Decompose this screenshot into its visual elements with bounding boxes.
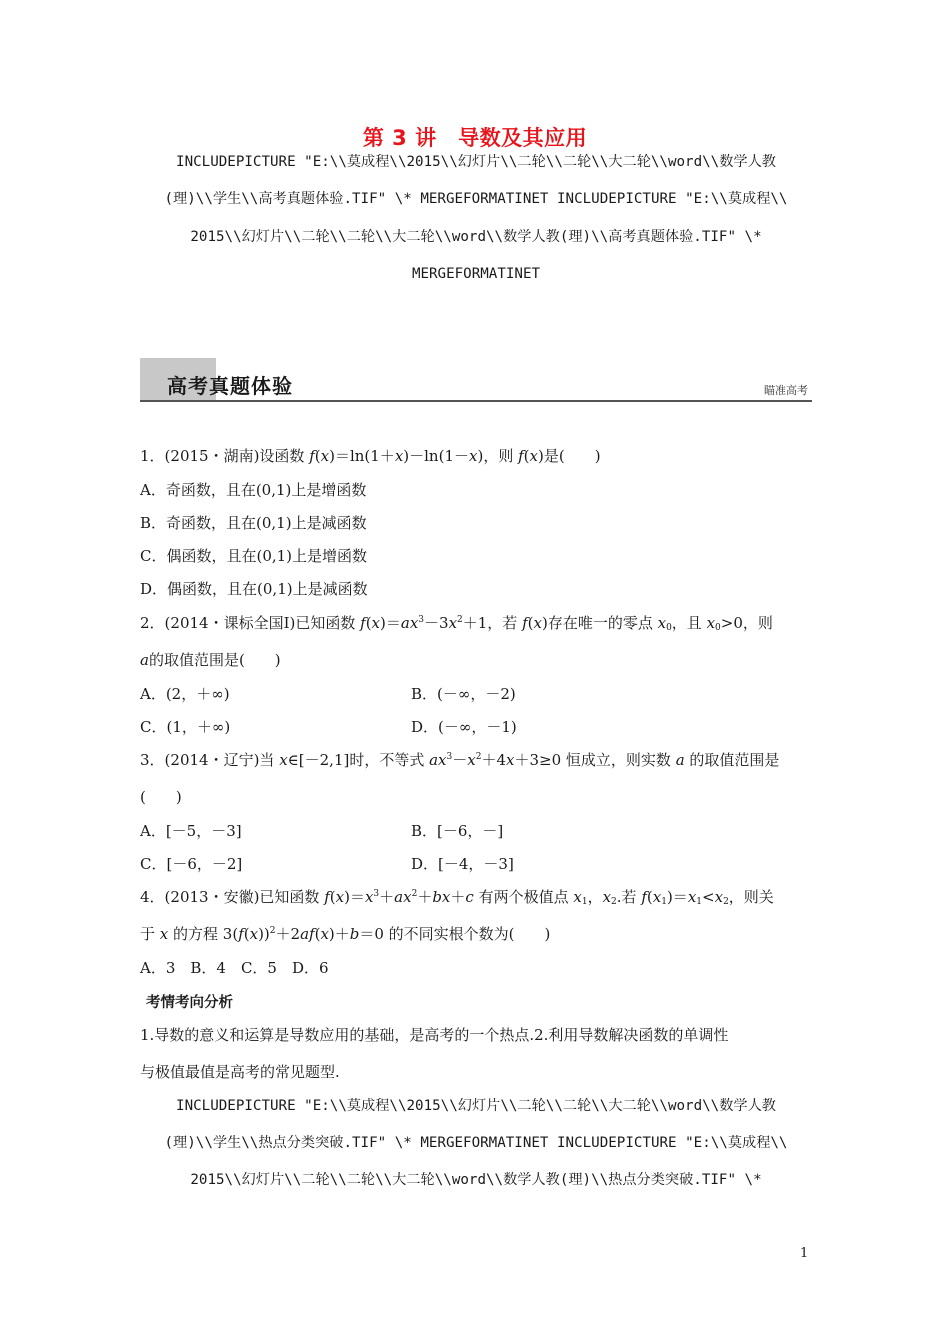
- question-2-line-2: a的取值范围是( ): [140, 651, 281, 669]
- q2-option-d: D．(－∞，－1): [411, 718, 517, 736]
- analysis-heading: 考情考向分析: [146, 995, 233, 1011]
- q1-option-c: C．偶函数，且在(0,1)上是增函数: [140, 547, 368, 565]
- page-title: 第 3 讲 导数及其应用: [362, 126, 588, 150]
- question-3-line-2: ( ): [140, 788, 182, 806]
- section-divider: [140, 400, 812, 402]
- question-4: 4．(2013・安徽)已知函数 $f(x)=x^3+ax^2+bx+c$ 有两个极值点 $x_1$，$x_2$.若 $f(x_1)=x_1<x_2$，则关: [140, 888, 774, 907]
- include-field-line: (理)\\学生\\高考真题体验.TIF" \* MERGEFORMATINET INCLUDEPICTURE "E:\\莫成程\\: [164, 191, 788, 207]
- include-field-line: 2015\\幻灯片\\二轮\\二轮\\大二轮\\word\\数学人教(理)\\热点分类突破.TIF" \*: [190, 1172, 762, 1188]
- q3-option-a: A．[－5，－3]: [140, 822, 242, 840]
- q1-option-d: D．偶函数，且在(0,1)上是减函数: [140, 580, 368, 598]
- include-field-line: MERGEFORMATINET: [411, 266, 541, 282]
- section-right-label: 瞄准高考: [764, 384, 808, 397]
- q2-option-a: A．(2，＋∞): [140, 685, 230, 703]
- q1-option-b: B．奇函数，且在(0,1)上是减函数: [140, 514, 367, 532]
- q3-option-d: D．[－4，－3]: [411, 855, 514, 873]
- question-1: 1．(2015・湖南)设函数 f(x)＝ln(1＋x)－ln(1－x)，则 f(x)是( ): [140, 447, 601, 465]
- include-field-line: (理)\\学生\\热点分类突破.TIF" \* MERGEFORMATINET INCLUDEPICTURE "E:\\莫成程\\: [164, 1135, 788, 1151]
- question-4-line-2: 于 x 的方程 $3(f(x))^2+2af(x)+b=0$ 的不同实根个数为( ): [140, 925, 551, 943]
- q2-option-c: C．(1，＋∞): [140, 718, 231, 736]
- q3-option-c: C．[－6，－2]: [140, 855, 243, 873]
- question-2: 2．(2014・课标全国Ⅰ)已知函数 $f(x)=ax^3-3x^2+1$，若 f(x)存在唯一的零点 $x_0$，且 $x_0>0$，则: [140, 614, 773, 633]
- include-field-line: INCLUDEPICTURE "E:\\莫成程\\2015\\幻灯片\\二轮\\二轮\\大二轮\\word\\数学人教: [176, 154, 776, 170]
- q1-option-a: A．奇函数，且在(0,1)上是增函数: [140, 481, 367, 499]
- section-header: [140, 358, 812, 402]
- q3-option-b: B．[－6，－]: [411, 822, 504, 840]
- include-field-line: INCLUDEPICTURE "E:\\莫成程\\2015\\幻灯片\\二轮\\二轮\\大二轮\\word\\数学人教: [176, 1098, 776, 1114]
- question-3: 3．(2014・辽宁)当 x∈[－2,1]时，不等式 $ax^3-x^2+4x+3\ge 0$ 恒成立，则实数 a 的取值范围是: [140, 751, 780, 769]
- analysis-line-2: 与极值最值是高考的常见题型.: [140, 1063, 340, 1081]
- include-field-line: 2015\\幻灯片\\二轮\\二轮\\大二轮\\word\\数学人教(理)\\高考真题体验.TIF" \*: [190, 229, 762, 245]
- q4-options: A．3 B．4 C．5 D．6: [140, 959, 329, 977]
- page-number: 1: [800, 1246, 809, 1261]
- analysis-line-1: 1.导数的意义和运算是导数应用的基础，是高考的一个热点.2.利用导数解决函数的单调性: [140, 1026, 729, 1044]
- section-title: 高考真题体验: [167, 374, 293, 398]
- q2-option-b: B．(－∞，－2): [411, 685, 516, 703]
